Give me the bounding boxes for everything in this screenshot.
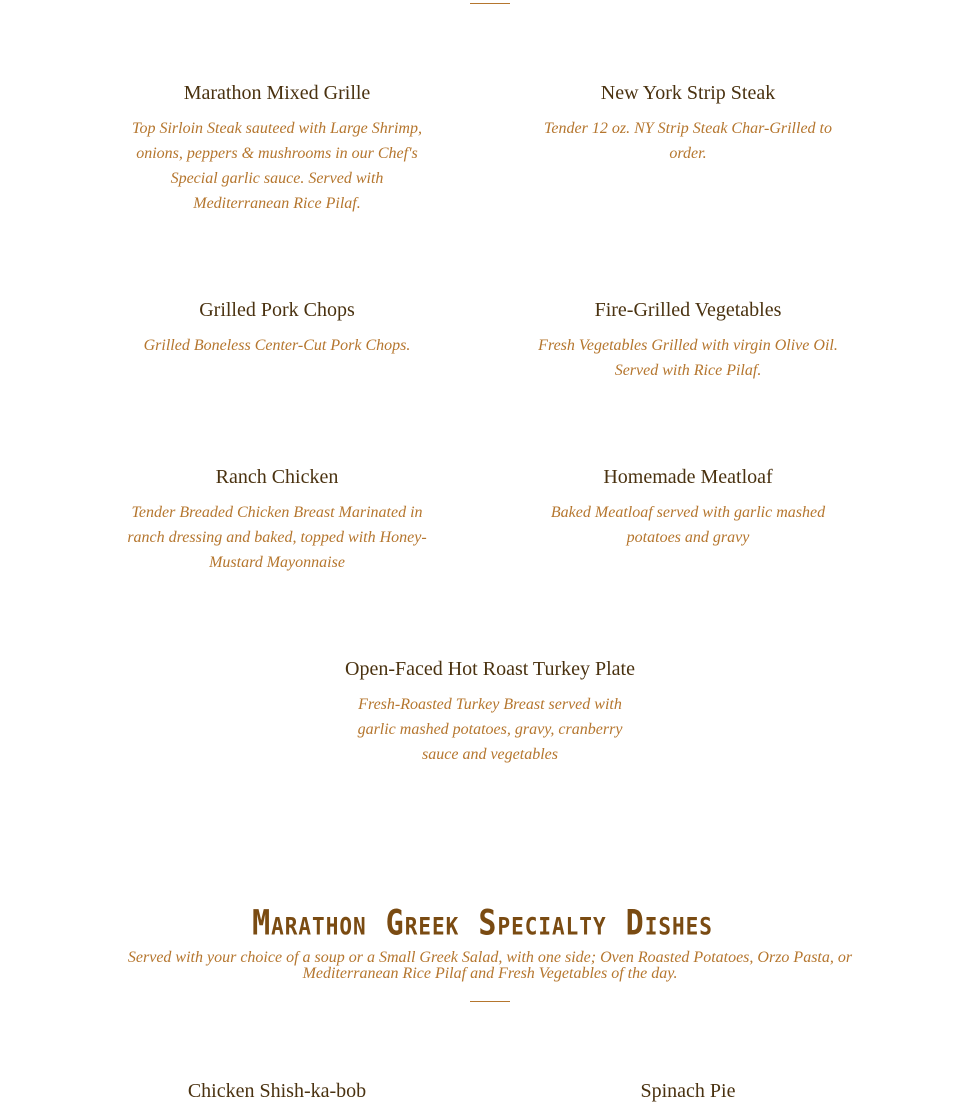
section-subheading: Served with your choice of a soup or a Small Greek Salad, with one side; Oven Roasted Potatoes, Orzo Pasta, or Mediterranean Rice Pilaf and Fresh Vegetables of the day. <box>127 949 853 982</box>
menu-item-title-partial: Chicken Shish-ka-bob <box>187 1080 367 1102</box>
menu-item-ranch-chicken <box>122 464 432 575</box>
menu-item-title: Ranch Chicken <box>215 466 339 488</box>
divider-top <box>470 3 510 4</box>
menu-item-description: Grilled Boneless Center-Cut Pork Chops. <box>143 337 411 354</box>
menu-item-description: Fresh Vegetables Grilled with virgin Olive Oil. Served with Rice Pilaf. <box>538 337 838 379</box>
menu-item-title: Open-Faced Hot Roast Turkey Plate <box>345 658 635 680</box>
divider-section <box>470 1001 510 1002</box>
menu-item-grilled-pork-chops <box>122 297 432 358</box>
menu-item-description: Top Sirloin Steak sauteed with Large Shrimp, onions, peppers & mushrooms in our Chef's Special garlic sauce. Served with Mediterranean Rice Pilaf. <box>132 120 422 212</box>
menu-item-hot-roast-turkey-plate <box>335 656 645 767</box>
menu-item-description: Tender 12 oz. NY Strip Steak Char-Grilled to order. <box>544 120 832 162</box>
menu-item-description: Baked Meatloaf served with garlic mashed potatoes and gravy <box>550 504 826 546</box>
section-heading: Marathon Greek Specialty Dishes <box>252 903 713 944</box>
menu-item-title: Grilled Pork Chops <box>199 299 355 321</box>
menu-item-fire-grilled-vegetables <box>533 297 843 383</box>
menu-item-title: Marathon Mixed Grille <box>183 82 371 104</box>
menu-item-title: Homemade Meatloaf <box>603 466 773 488</box>
menu-item-title: New York Strip Steak <box>600 82 776 104</box>
menu-item-description: Tender Breaded Chicken Breast Marinated in ranch dressing and baked, topped with Honey-Mustard Mayonnaise <box>127 504 427 571</box>
menu-item-title: Fire-Grilled Vegetables <box>594 299 782 321</box>
menu-item-homemade-meatloaf <box>533 464 843 550</box>
menu-item-description: Fresh-Roasted Turkey Breast served with garlic mashed potatoes, gravy, cranberry sauce and vegetables <box>357 696 623 763</box>
menu-item-marathon-mixed-grille <box>122 80 432 216</box>
menu-item-title-partial: Spinach Pie <box>640 1080 736 1102</box>
menu-item-new-york-strip-steak <box>533 80 843 166</box>
